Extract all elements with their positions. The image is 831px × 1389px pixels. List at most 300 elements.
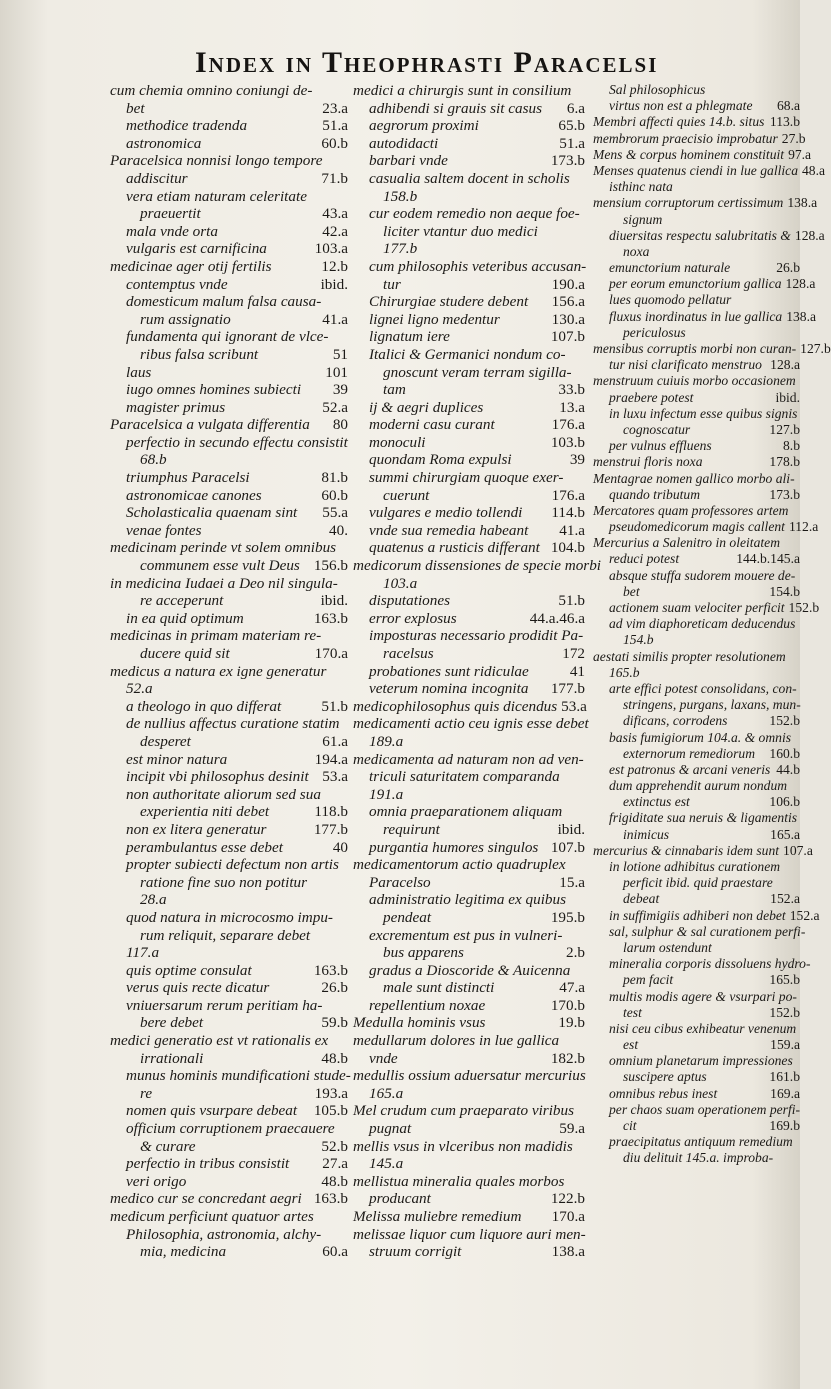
entry-reference	[796, 471, 800, 487]
index-entry	[353, 997, 585, 1015]
entry-reference	[797, 681, 801, 697]
index-entry	[593, 260, 800, 276]
index-entry	[593, 114, 800, 130]
index-entry	[353, 346, 585, 364]
entry-reference	[581, 346, 585, 364]
entry-text: laus	[126, 363, 152, 381]
entry-text: mala vnde orta	[126, 222, 218, 240]
entry-reference	[344, 539, 348, 557]
index-entry	[110, 715, 348, 733]
entry-reference: 177.b	[313, 820, 348, 838]
entry-reference: 165.a	[770, 826, 800, 842]
entry-reference: 26.b	[321, 979, 348, 997]
entry-text: 189.a	[369, 732, 404, 750]
entry-text: triumphus Paracelsi	[126, 469, 250, 487]
index-entry	[110, 1014, 348, 1032]
index-entry	[110, 891, 348, 909]
index-entry	[353, 1120, 585, 1138]
index-entry	[593, 794, 800, 810]
index-entry	[110, 927, 348, 945]
entry-text: arte effici potest consolidans, con-	[609, 680, 797, 696]
entry-text: Paracelso	[369, 873, 431, 891]
entry-reference: 170.b	[550, 996, 585, 1014]
entry-reference: 152.a	[770, 891, 800, 907]
index-entry	[593, 972, 800, 988]
index-entry	[353, 1032, 585, 1050]
entry-reference: 194.a	[314, 750, 348, 768]
entry-reference	[797, 406, 801, 422]
entry-reference: 42.a	[322, 222, 348, 240]
index-entry	[110, 1208, 348, 1226]
index-entry	[353, 170, 585, 188]
index-entry	[593, 1005, 800, 1021]
entry-reference: 6.a	[566, 99, 585, 117]
entry-text: actionem suam velociter perficit	[609, 600, 785, 615]
index-entry	[110, 328, 348, 346]
entry-text: omnibus rebus inest	[609, 1085, 718, 1101]
index-entry	[110, 117, 348, 135]
entry-text: perficit ibid. quid praestare	[623, 875, 773, 891]
entry-reference: 127.b	[769, 421, 800, 437]
entry-reference: 15.a	[559, 873, 585, 891]
index-entry	[593, 713, 800, 729]
entry-reference: 33.b	[558, 381, 585, 399]
index-entry	[353, 839, 585, 857]
index-entry	[110, 276, 348, 294]
entry-reference: 60.b	[321, 486, 348, 504]
entry-text: quando tributum	[609, 486, 701, 502]
index-entry	[353, 293, 585, 311]
entry-text: mensibus corruptis morbi non curan-	[593, 341, 797, 356]
index-entry	[353, 909, 585, 927]
entry-text: 145.a	[369, 1155, 404, 1173]
index-entry	[353, 768, 585, 786]
entry-text: Paracelsica nonnisi longo tempore	[110, 152, 323, 170]
entry-reference	[796, 1150, 800, 1166]
index-entry	[110, 786, 348, 804]
entry-text: praecipitatus antiquum remedium	[609, 1134, 793, 1150]
entry-reference: 170.a	[551, 1208, 585, 1225]
index-entry	[353, 944, 585, 962]
entry-reference	[581, 856, 585, 874]
entry-reference: 65.b	[558, 117, 585, 135]
index-entry	[353, 1226, 585, 1244]
entry-reference	[581, 768, 585, 786]
index-entry	[110, 487, 348, 505]
entry-reference	[581, 1085, 585, 1103]
entry-text: quod natura in microcosmo impu-	[126, 908, 333, 926]
entry-text: 117.a	[126, 944, 160, 962]
entry-reference	[344, 627, 348, 645]
entry-reference: 19.b	[558, 1014, 585, 1032]
index-entry	[110, 434, 348, 452]
entry-reference: 170.a	[314, 645, 348, 662]
entry-text: error explosus	[369, 609, 457, 627]
entry-text: venae fontes	[126, 521, 202, 539]
entry-text: gradus a Dioscoride & Auicenna	[369, 961, 571, 979]
entry-reference: 68.a	[776, 98, 800, 114]
entry-reference: 128.a	[785, 276, 816, 292]
entry-reference: 51.a	[559, 134, 585, 152]
entry-reference: 173.b	[769, 486, 800, 502]
entry-reference: 81.b	[321, 469, 348, 487]
entry-reference	[796, 568, 800, 584]
entry-text: contemptus vnde	[126, 275, 228, 293]
entry-text: vera etiam naturam celeritate	[126, 187, 307, 205]
index-entry	[593, 503, 800, 519]
entry-text: absque stuffa sudorem mouere de-	[609, 567, 796, 583]
entry-text: gnoscunt veram terram sigilla-	[383, 363, 572, 381]
entry-text: perfectio in secundo effectu consistit	[126, 433, 348, 451]
index-entry	[353, 962, 585, 980]
entry-text: diu delituit 145.a. improba-	[623, 1150, 774, 1166]
entry-text: basis fumigiorum 104.a. & omnis	[609, 729, 792, 745]
index-entry	[353, 821, 585, 839]
entry-text: administratio legitima ex quibus	[369, 891, 567, 909]
entry-reference	[348, 434, 352, 452]
index-entry	[593, 568, 800, 584]
entry-text: de nullius affectus curatione statim	[126, 715, 340, 733]
index-entry	[353, 1155, 585, 1173]
entry-text: in ea quid optimum	[126, 609, 244, 627]
entry-reference	[801, 697, 805, 713]
entry-reference	[796, 778, 800, 794]
entry-reference	[583, 627, 587, 645]
index-entry	[110, 733, 348, 751]
index-entry	[353, 152, 585, 170]
entry-text: multis modis agere & vsurpari po-	[609, 988, 797, 1004]
entry-text: tam	[383, 381, 406, 399]
index-entry	[593, 1102, 800, 1118]
index-entry	[110, 979, 348, 997]
entry-reference	[796, 292, 800, 308]
index-entry	[593, 649, 800, 665]
entry-text: mia, medicina	[140, 1243, 227, 1261]
entry-reference	[581, 733, 585, 751]
index-entry	[593, 82, 800, 98]
index-entry	[110, 258, 348, 276]
index-entry	[110, 1173, 348, 1191]
entry-text: cur eodem remedio non aeque foe-	[369, 205, 580, 223]
entry-text: 165.a	[369, 1084, 404, 1102]
entry-text: menstrui floris noxa	[593, 454, 703, 470]
index-entry	[353, 663, 585, 681]
entry-reference	[344, 575, 348, 593]
entry-reference	[344, 1120, 348, 1138]
entry-reference	[796, 875, 800, 891]
entry-text: in luxu infectum esse quibus signis	[609, 405, 798, 421]
entry-reference: 161.b	[769, 1069, 800, 1085]
entry-reference: 122.b	[550, 1190, 585, 1208]
index-entry	[593, 146, 812, 163]
entry-text: larum ostendunt	[623, 939, 712, 955]
entry-reference	[344, 927, 348, 945]
entry-reference	[581, 1102, 585, 1120]
entry-reference	[344, 680, 348, 698]
entry-reference	[796, 82, 800, 98]
entry-text: Melissa muliebre remedium	[353, 1208, 522, 1225]
index-entry	[353, 1102, 585, 1120]
entry-reference	[344, 874, 348, 892]
index-entry	[110, 223, 348, 241]
entry-text: disputationes	[369, 592, 451, 610]
entry-reference: 52.a	[322, 398, 348, 416]
index-entry	[353, 117, 585, 135]
index-entry	[110, 997, 348, 1015]
entry-text: non authoritate aliorum sed sua	[126, 785, 321, 803]
entry-text: isthinc nata	[609, 179, 673, 195]
index-entry	[110, 381, 348, 399]
index-entry	[353, 188, 585, 206]
entry-text: quis optime consulat	[126, 961, 252, 979]
entry-reference: 51.b	[321, 697, 348, 715]
index-entry	[353, 504, 585, 522]
entry-text: 191.a	[369, 785, 404, 803]
index-entry	[110, 1102, 348, 1120]
entry-reference	[581, 364, 585, 382]
entry-reference	[581, 188, 585, 206]
entry-text: Mercatores quam professores artem	[593, 502, 789, 518]
index-entry	[110, 592, 348, 610]
index-entry	[593, 907, 820, 924]
entry-reference: 51.b	[558, 592, 585, 610]
entry-reference: 27.b	[781, 130, 806, 146]
entry-reference	[344, 715, 348, 733]
index-entry	[110, 751, 348, 769]
index-entry	[353, 592, 585, 610]
index-entry	[353, 891, 585, 909]
entry-text: perfectio in tribus consistit	[126, 1155, 290, 1173]
entry-text: Menses quatenus ciendi in lue gallica	[593, 162, 798, 178]
entry-text: Mens & corpus hominem constituit	[593, 146, 785, 162]
index-entry	[353, 1208, 585, 1226]
entry-reference: 118.b	[314, 803, 348, 821]
entry-reference: 195.b	[550, 908, 585, 926]
entry-reference	[344, 293, 348, 311]
entry-text: munus hominis mundificationi stude-	[126, 1067, 351, 1085]
index-entry	[593, 956, 811, 972]
entry-reference	[581, 469, 585, 487]
index-entry	[110, 170, 348, 188]
index-entry	[593, 875, 800, 891]
entry-reference: 39	[332, 381, 348, 399]
entry-text: Sal philosophicus	[609, 82, 706, 97]
index-entry	[110, 627, 348, 645]
entry-reference: 144.b.145.a	[736, 551, 800, 567]
entry-text: pugnat	[369, 1120, 412, 1138]
index-entry	[353, 1190, 585, 1208]
entry-reference: 165.b	[769, 972, 800, 988]
index-entry	[593, 923, 806, 940]
entry-reference: 138.a	[786, 308, 817, 324]
entry-text: membrorum praecisio improbatur	[593, 130, 778, 146]
index-entry	[593, 762, 800, 778]
entry-text: medicinam perinde vt solem omnibus	[110, 539, 337, 557]
index-entry	[353, 874, 585, 892]
index-entry	[110, 152, 348, 170]
index-entry	[593, 276, 816, 292]
entry-reference	[344, 328, 348, 346]
entry-reference: 51.a	[322, 117, 348, 135]
index-entry	[110, 803, 348, 821]
index-entry	[353, 205, 585, 223]
entry-reference: 113.b	[769, 114, 800, 130]
index-entry	[593, 162, 826, 179]
entry-text: domesticum malum falsa causa-	[126, 293, 322, 311]
entry-reference: 52.b	[321, 1137, 348, 1155]
entry-text: vulgares e medio tollendi	[369, 504, 523, 522]
index-entry	[353, 100, 585, 118]
index-entry	[353, 645, 585, 663]
entry-reference: 53.a	[322, 768, 348, 786]
entry-text: pendeat	[383, 908, 432, 926]
index-entry	[353, 575, 585, 593]
entry-text: dum apprehendit aurum nondum	[609, 778, 788, 794]
entry-reference: 106.b	[769, 794, 800, 810]
index-entry	[110, 451, 348, 469]
index-entry	[110, 944, 348, 962]
index-entry	[353, 680, 585, 698]
entry-text: est minor natura	[126, 750, 228, 768]
entry-reference: 130.a	[551, 310, 585, 328]
index-entry	[353, 522, 585, 540]
entry-text: mellistua mineralia quales morbos	[353, 1172, 565, 1190]
entry-reference: 173.b	[550, 152, 585, 170]
entry-text: Membri affecti quies 14.b. situs	[593, 114, 765, 130]
index-entry	[593, 341, 831, 357]
entry-reference: 103.b	[550, 433, 585, 451]
entry-text: fluxus inordinatus in lue gallica	[609, 308, 783, 324]
entry-text: methodice tradenda	[126, 117, 248, 135]
entry-reference	[796, 730, 800, 746]
index-entry	[593, 195, 818, 211]
entry-text: iugo omnes homines subiecti	[126, 381, 302, 399]
entry-text: quatenus a rusticis differant	[369, 539, 540, 557]
entry-text: Mercurius a Salenitro in oleitatem	[593, 535, 781, 551]
entry-text: astronomica	[126, 134, 202, 152]
entry-text: 165.b	[609, 664, 640, 680]
entry-reference	[796, 616, 800, 632]
entry-text: melissae liquor cum liquore auri men-	[353, 1225, 586, 1243]
entry-text: struum corrigit	[369, 1243, 462, 1261]
index-entry	[110, 680, 348, 698]
entry-reference	[586, 1067, 590, 1085]
entry-reference	[796, 244, 800, 260]
index-entry	[353, 399, 585, 417]
index-entry	[593, 859, 800, 875]
index-entry	[593, 810, 800, 826]
index-entry	[110, 240, 348, 258]
index-entry	[110, 100, 348, 118]
entry-text: vnde sua remedia habeant	[369, 521, 529, 539]
entry-text: 28.a	[140, 891, 167, 909]
entry-text: signum	[623, 211, 663, 227]
entry-text: medicum perficiunt quatuor artes	[110, 1208, 314, 1225]
index-entry	[353, 557, 602, 575]
index-entry	[593, 438, 800, 454]
index-entry	[110, 1138, 348, 1156]
entry-text: barbari vnde	[369, 152, 448, 170]
entry-text: ij & aegri duplices	[369, 398, 484, 416]
index-entry	[353, 223, 585, 241]
index-entry	[110, 962, 348, 980]
entry-reference: 51	[332, 345, 348, 363]
index-entry	[593, 130, 806, 147]
entry-reference: 138.a	[551, 1243, 585, 1261]
entry-reference: 61.a	[322, 732, 348, 750]
index-entry	[353, 1050, 585, 1068]
index-entry	[593, 519, 819, 535]
entry-reference: 182.b	[550, 1049, 585, 1067]
running-header: Index in Theophrasti Paracelsi	[195, 46, 659, 79]
entry-text: diuersitas respectu salubritatis &	[609, 227, 791, 243]
index-entry	[353, 434, 585, 452]
entry-reference: 176.a	[551, 416, 585, 434]
index-entry	[593, 1150, 800, 1166]
entry-text: medico cur se concredant aegri	[110, 1190, 302, 1208]
index-entry	[110, 557, 348, 575]
entry-text: medullarum dolores in lue gallica	[353, 1032, 560, 1050]
index-entry	[593, 406, 800, 422]
entry-reference: 97.a	[788, 146, 812, 162]
entry-reference: 47.a	[559, 979, 585, 997]
index-entry	[110, 575, 348, 593]
entry-reference: 163.b	[313, 609, 348, 627]
index-entry	[593, 471, 800, 487]
entry-text: menstruum cuiuis morbo occasionem	[593, 373, 796, 389]
index-entry	[353, 311, 585, 329]
entry-reference	[344, 856, 348, 874]
index-entry	[353, 856, 585, 874]
entry-reference	[344, 451, 348, 469]
entry-reference: ibid.	[320, 592, 348, 610]
entry-text: Mentagrae nomen gallico morbo ali-	[593, 470, 795, 486]
entry-reference	[796, 940, 800, 956]
entry-reference: 39	[569, 451, 585, 469]
entry-text: omnia praeparationem aliquam	[369, 803, 563, 821]
entry-text: extinctus est	[623, 794, 690, 810]
entry-reference: 169.b	[769, 1118, 800, 1133]
index-entry	[353, 539, 585, 557]
entry-reference: 107.a	[783, 842, 813, 858]
entry-reference	[344, 663, 348, 681]
entry-reference: 44.b	[776, 761, 800, 777]
index-entry	[353, 328, 585, 346]
entry-reference: ibid.	[320, 275, 348, 293]
entry-text: medicamenti actio ceu ignis esse debet	[353, 715, 589, 733]
entry-text: mercurius & cinnabaris idem sunt	[593, 842, 780, 858]
entry-text: bet	[623, 583, 640, 599]
entry-text: 154.b	[623, 632, 654, 648]
entry-text: ribus falsa scribunt	[140, 345, 259, 363]
entry-reference	[581, 962, 585, 980]
index-entry	[110, 82, 348, 100]
index-entry	[593, 551, 800, 567]
index-entry	[593, 422, 800, 438]
entry-text: a theologo in quo differat	[126, 697, 282, 715]
entry-text: medici a chirurgis sunt in consilium	[353, 82, 572, 99]
index-entry	[110, 539, 348, 557]
entry-text: tur	[383, 275, 401, 293]
index-entry	[353, 258, 585, 276]
index-entry	[593, 454, 800, 470]
index-entry	[110, 504, 348, 522]
entry-reference: 8.b	[783, 438, 800, 454]
entry-text: 177.b	[383, 240, 418, 258]
entry-text: medicorum dissensiones de specie morbi	[353, 557, 602, 575]
index-entry	[110, 1067, 351, 1085]
entry-reference	[581, 786, 585, 804]
